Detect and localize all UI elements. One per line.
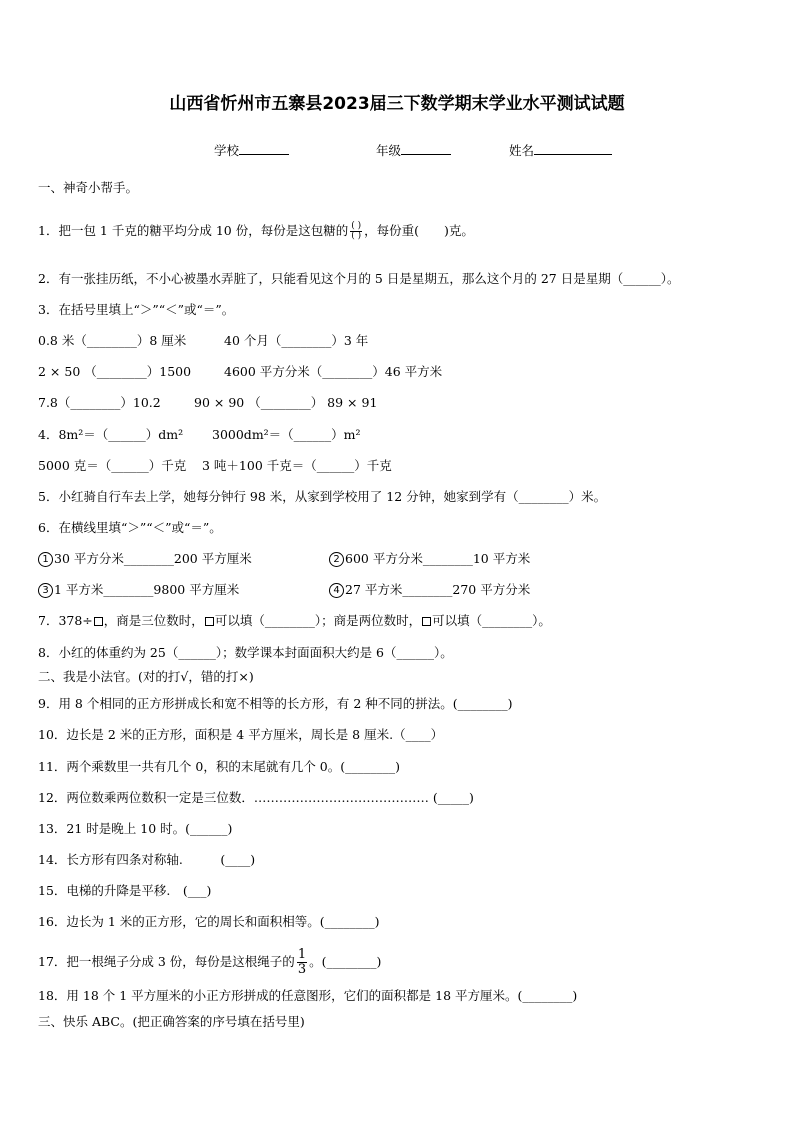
section-3-heading: 三、快乐 ABC。(把正确答案的序号填在括号里) bbox=[38, 1014, 305, 1029]
question-9: 9．用 8 个相同的正方形拼成长和宽不相等的长方形，有 2 种不同的拼法。(________) bbox=[38, 696, 513, 711]
question-16: 16．边长为 1 米的正方形，它的周长和面积相等。(________) bbox=[38, 914, 380, 929]
question-6: 6．在横线里填“＞”“＜”或“＝”。 bbox=[38, 520, 222, 535]
grade-label: 年级 bbox=[376, 143, 402, 158]
q6-item-3-number: 3 bbox=[38, 583, 53, 598]
q1-frac-num: ( ) bbox=[351, 221, 362, 231]
q3-row1-b: 40 个月（________）3 年 bbox=[224, 333, 369, 348]
q6-item-1-text: 30 平方分米________200 平方厘米 bbox=[54, 551, 252, 566]
q17-prefix: 17．把一根绳子分成 3 份，每份是这根绳子的 bbox=[38, 954, 295, 969]
q6-item-3-text: 1 平方米________9800 平方厘米 bbox=[54, 582, 240, 597]
q6-item-4-number: 4 bbox=[329, 583, 344, 598]
question-10: 10．边长是 2 米的正方形，面积是 4 平方厘米，周长是 8 厘米.（____） bbox=[38, 727, 444, 742]
question-12: 12．两位数乘两位数积一定是三位数．…………………………………… (_____) bbox=[38, 790, 474, 805]
section-2-heading: 二、我是小法官。(对的打√，错的打×) bbox=[38, 669, 254, 684]
question-5: 5．小红骑自行车去上学，她每分钟行 98 米，从家到学校用了 12 分钟，她家到学有（________）米。 bbox=[38, 489, 607, 504]
q4-row1-b: 3000dm²＝（______）m² bbox=[212, 427, 361, 442]
q6-item-3 bbox=[38, 582, 239, 598]
q17-frac-num: 1 bbox=[297, 947, 307, 962]
question-15: 15．电梯的升降是平移. (___) bbox=[38, 883, 212, 898]
q7-box-2 bbox=[205, 617, 214, 626]
school-blank bbox=[239, 142, 289, 155]
question-13: 13．21 时是晚上 10 时。(______) bbox=[38, 821, 233, 836]
q4-row2-b: 3 吨＋100 千克＝（______）千克 bbox=[202, 458, 392, 473]
question-8: 8．小红的体重约为 25（______）；数学课本封面面积大约是 6（______）。 bbox=[38, 645, 453, 660]
question-17 bbox=[38, 948, 381, 977]
q4-row2-a: 5000 克＝（______）千克 bbox=[38, 458, 187, 473]
q7-part3: 可以填（________）；商是两位数时， bbox=[214, 613, 422, 628]
q4-row1-a: 4．8m²＝（______）dm² bbox=[38, 427, 184, 442]
q7-box-3 bbox=[422, 617, 431, 626]
question-7 bbox=[38, 613, 551, 629]
q7-part4: 可以填（________）。 bbox=[432, 613, 551, 628]
page-title: 山西省忻州市五寨县2023届三下数学期末学业水平测试试题 bbox=[169, 94, 625, 114]
question-18: 18．用 18 个 1 平方厘米的小正方形拼成的任意图形，它们的面积都是 18 平方厘米。(________) bbox=[38, 988, 578, 1003]
q1-suffix: ，每份重( )克。 bbox=[364, 223, 474, 238]
q3-row2-a: 2 × 50 （________）1500 bbox=[38, 364, 192, 379]
q6-item-1 bbox=[38, 551, 252, 567]
q6-item-4-text: 27 平方米________270 平方分米 bbox=[345, 582, 531, 597]
q3-row2-b: 4600 平方分米（________）46 平方米 bbox=[224, 364, 443, 379]
q6-item-2-text: 600 平方分米________10 平方米 bbox=[345, 551, 531, 566]
q17-suffix: 。(________) bbox=[309, 954, 382, 969]
q7-part2: ，商是三位数时， bbox=[103, 613, 204, 628]
q6-item-2-number: 2 bbox=[329, 552, 344, 567]
grade-field bbox=[376, 141, 451, 159]
q6-item-2 bbox=[329, 551, 530, 567]
q1-prefix: 1．把一包 1 千克的糖平均分成 10 份，每份是这包糖的 bbox=[38, 223, 349, 238]
q7-box-1 bbox=[94, 617, 103, 626]
q3-row3-a: 7.8（________）10.2 bbox=[38, 395, 161, 410]
name-label: 姓名 bbox=[509, 143, 535, 158]
school-label: 学校 bbox=[214, 143, 240, 158]
question-3: 3．在括号里填上“＞”“＜”或“＝”。 bbox=[38, 302, 235, 317]
q3-row1-a: 0.8 米（________）8 厘米 bbox=[38, 333, 187, 348]
section-1-heading: 一、神奇小帮手。 bbox=[38, 180, 139, 195]
q3-row3-b: 90 × 90 （________） 89 × 91 bbox=[194, 395, 378, 410]
question-11: 11．两个乘数里一共有几个 0，积的末尾就有几个 0。(________) bbox=[38, 759, 401, 774]
name-blank bbox=[534, 142, 612, 155]
question-2: 2．有一张挂历纸，不小心被墨水弄脏了，只能看见这个月的 5 日是星期五，那么这个月的 27 日是星期（______）。 bbox=[38, 271, 680, 286]
q17-fraction bbox=[297, 948, 307, 977]
school-field bbox=[214, 141, 289, 159]
q7-part1: 7．378÷ bbox=[38, 613, 93, 628]
question-1 bbox=[38, 222, 474, 241]
q17-frac-den: 3 bbox=[297, 962, 307, 977]
q6-item-4 bbox=[329, 582, 530, 598]
grade-blank bbox=[401, 142, 451, 155]
q6-item-1-number: 1 bbox=[38, 552, 53, 567]
question-14: 14．长方形有四条对称轴. (____) bbox=[38, 852, 256, 867]
q1-frac-den: ( ) bbox=[351, 231, 362, 241]
name-field bbox=[509, 141, 612, 159]
q1-fraction bbox=[350, 222, 362, 241]
